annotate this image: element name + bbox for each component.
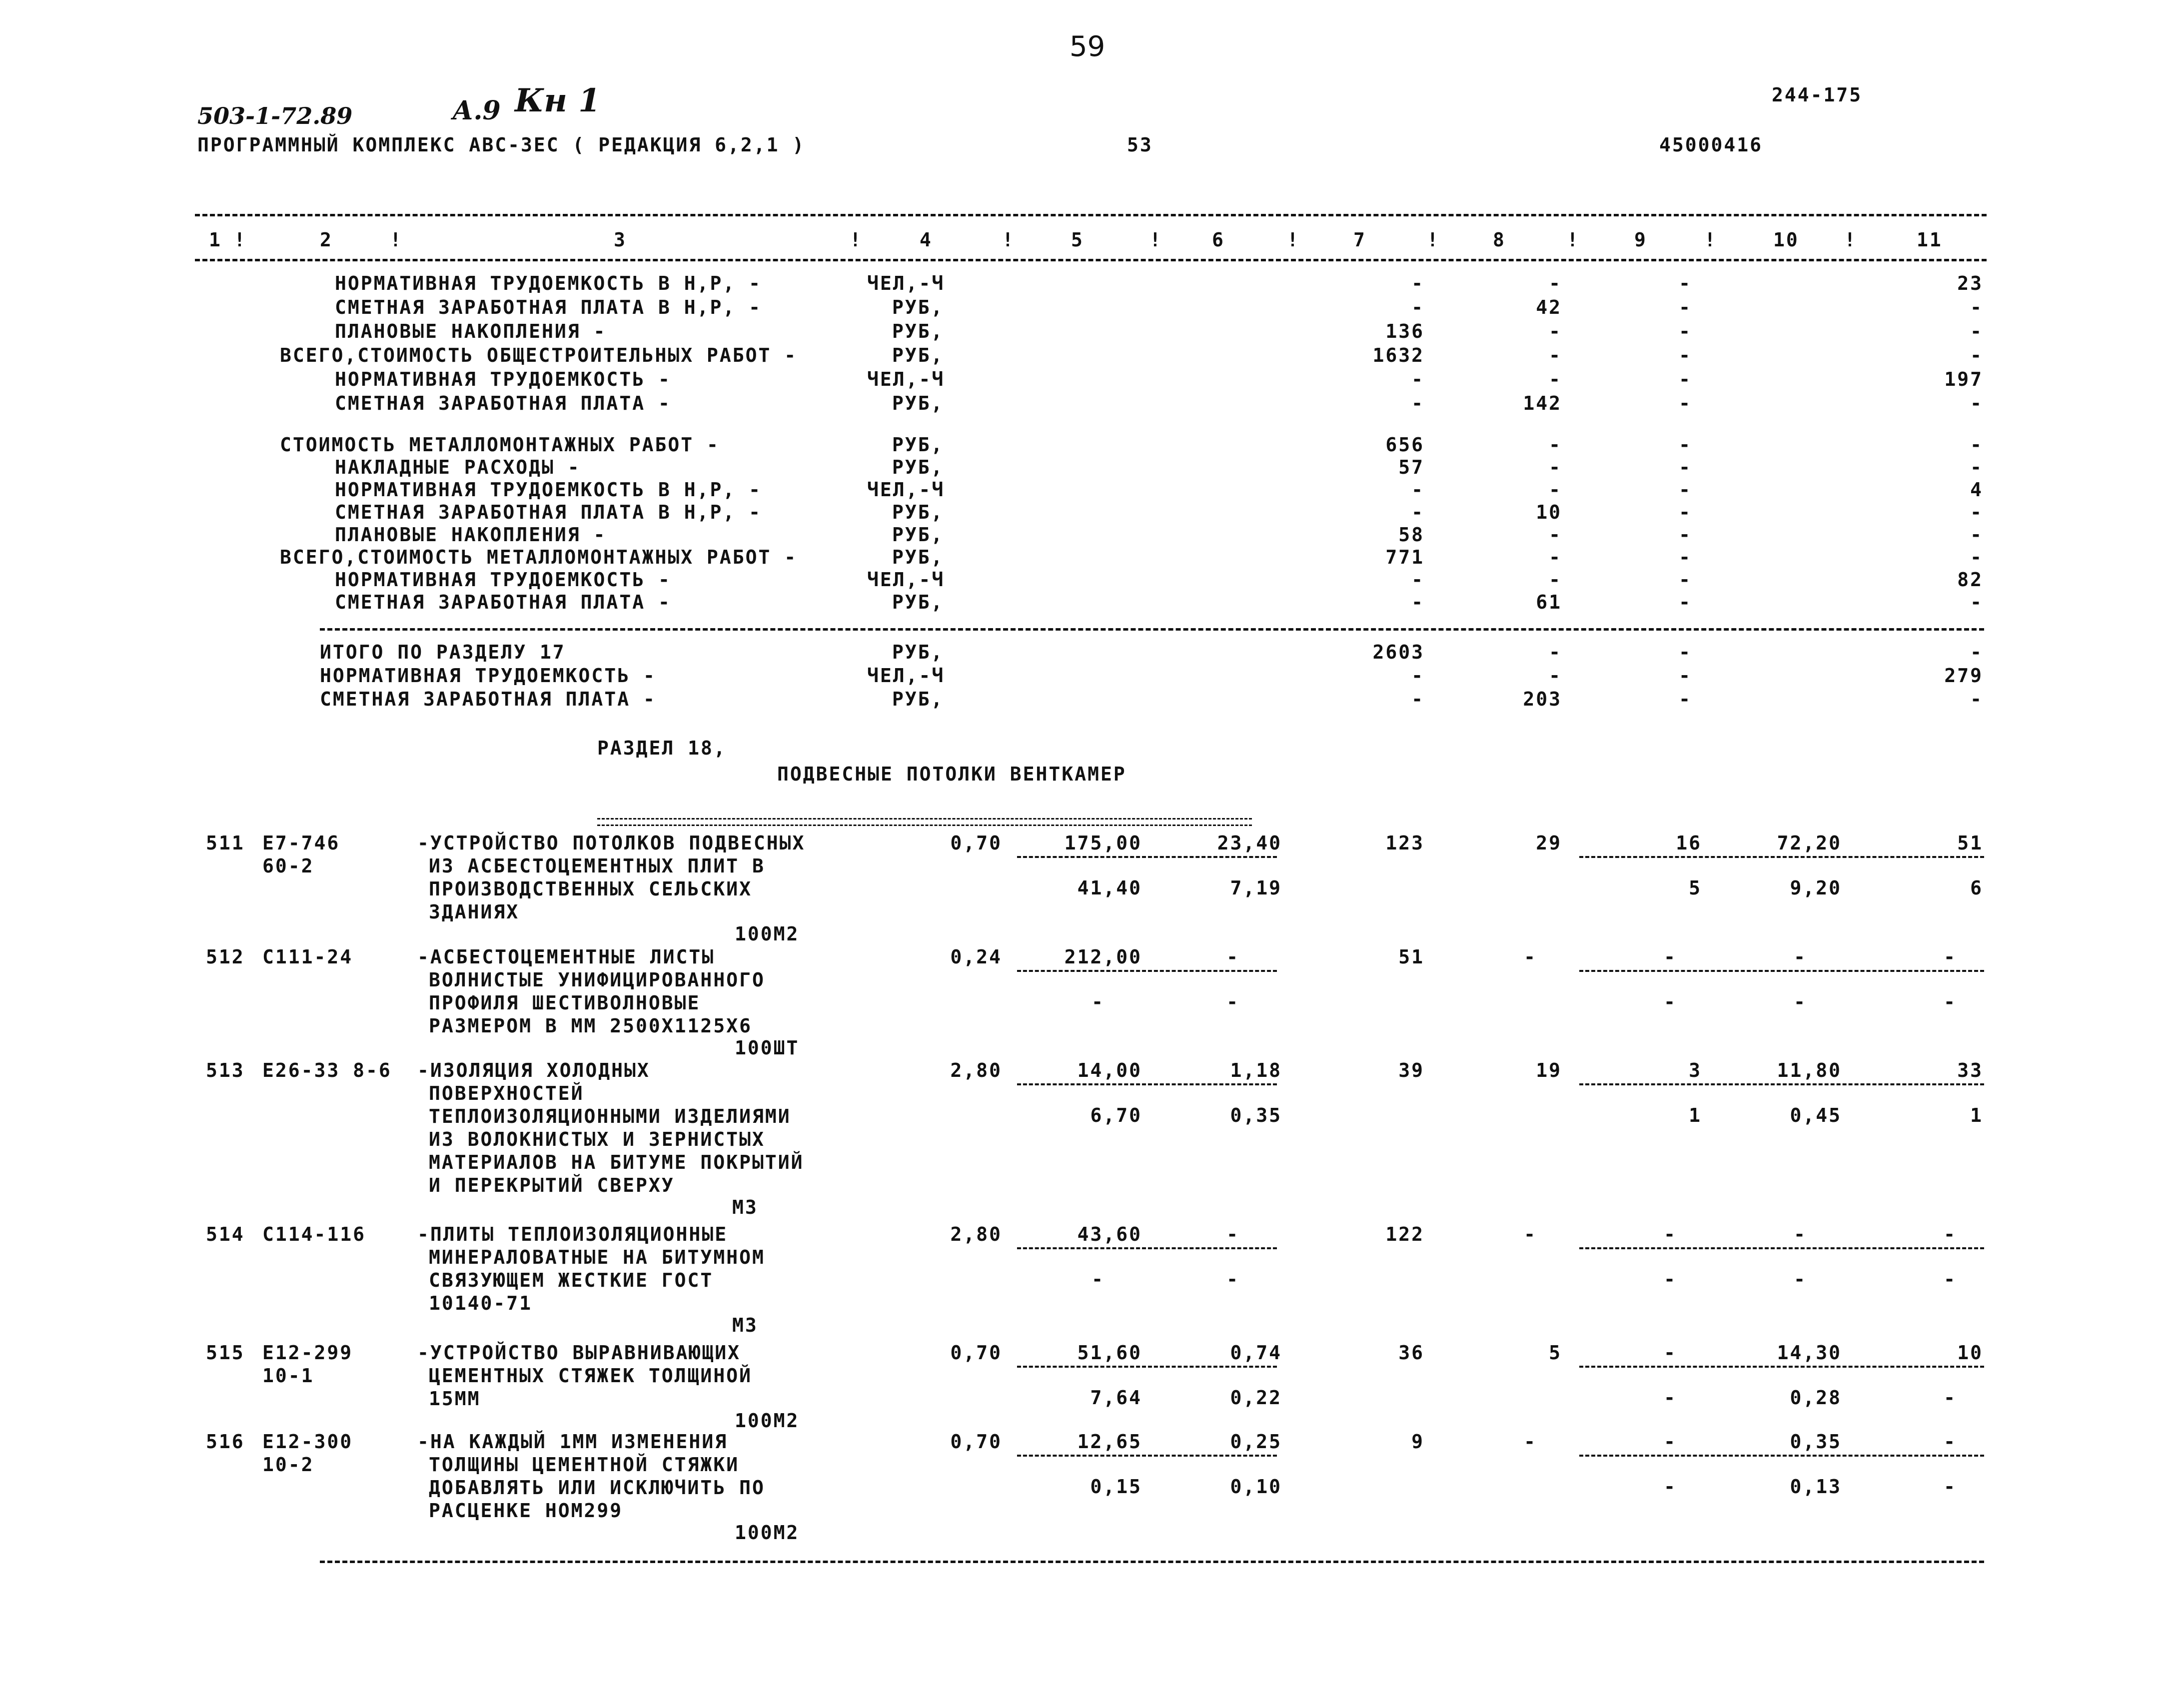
- column-number: 1: [209, 229, 222, 251]
- column-separator: !: [390, 229, 403, 251]
- item-col6-wages: 0,10: [1230, 1476, 1282, 1498]
- item-col11: -: [1944, 1223, 1957, 1245]
- summary-label: НОРМАТИВНАЯ ТРУДОЕМКОСТЬ -: [335, 368, 671, 390]
- column-separator: !: [1844, 229, 1857, 251]
- header-bottom-rule: [195, 259, 1987, 261]
- item-quantity: 0,70: [950, 832, 1002, 854]
- summary-col7: 57: [1398, 456, 1424, 478]
- summary-col7: -: [1411, 569, 1424, 591]
- estimate-number: 45000416: [1659, 134, 1763, 156]
- item-col11: 33: [1957, 1059, 1983, 1081]
- item-col11-wages: -: [1944, 1268, 1957, 1290]
- summary-unit: РУБ,: [892, 344, 944, 366]
- item-col5-wages: 41,40: [1077, 877, 1142, 899]
- summary-unit: РУБ,: [892, 688, 944, 710]
- summary-col8: 142: [1523, 392, 1562, 414]
- summary-col9: -: [1679, 434, 1692, 456]
- item-quantity: 0,70: [950, 1431, 1002, 1453]
- summary-label: НОРМАТИВНАЯ ТРУДОЕМКОСТЬ -: [320, 665, 656, 687]
- item-col7: 36: [1398, 1342, 1424, 1364]
- item-description-line: СВЯЗУЮЩЕМ ЖЕСТКИЕ ГОСТ: [429, 1269, 714, 1291]
- summary-unit: РУБ,: [892, 501, 944, 523]
- summary-unit: ЧЕЛ,-Ч: [867, 569, 945, 591]
- summary-col7: -: [1411, 501, 1424, 523]
- handwritten-album: А.9: [452, 95, 501, 126]
- item-col11-wages: 6: [1970, 877, 1983, 899]
- item-col6: 1,18: [1230, 1059, 1282, 1081]
- item-col9: -: [1664, 1223, 1677, 1245]
- summary-label: ВСЕГО,СТОИМОСТЬ МЕТАЛЛОМОНТАЖНЫХ РАБОТ -: [280, 546, 798, 568]
- item-col7: 51: [1398, 946, 1424, 968]
- sheet-number: 53: [1127, 134, 1153, 156]
- column-separator: !: [234, 229, 247, 251]
- summary-col11: -: [1970, 546, 1983, 568]
- summary-col11: -: [1970, 641, 1983, 663]
- item-col9: -: [1664, 1431, 1677, 1453]
- item-col6-wages: -: [1226, 1268, 1239, 1290]
- summary-label: НОРМАТИВНАЯ ТРУДОЕМКОСТЬ -: [335, 569, 671, 591]
- item-description-line: ТЕПЛОИЗОЛЯЦИОННЫМИ ИЗДЕЛИЯМИ: [429, 1105, 791, 1127]
- item-col11-wages: -: [1944, 991, 1957, 1013]
- summary-col9: -: [1679, 392, 1692, 414]
- summary-unit: РУБ,: [892, 591, 944, 613]
- item-subrule: [1017, 856, 1277, 858]
- column-separator: !: [850, 229, 863, 251]
- item-col5-wages: 0,15: [1090, 1476, 1142, 1498]
- summary-unit: РУБ,: [892, 456, 944, 478]
- item-subrule: [1017, 1083, 1277, 1085]
- item-col8: 29: [1536, 832, 1562, 854]
- summary-col8: -: [1549, 665, 1562, 687]
- summary-col7: 136: [1385, 320, 1424, 342]
- item-col11: -: [1944, 1431, 1957, 1453]
- page-number: 59: [1070, 30, 1105, 63]
- item-description-line: ПОВЕРХНОСТЕЙ: [429, 1082, 584, 1104]
- item-col6-wages: 7,19: [1230, 877, 1282, 899]
- item-code-secondary: 10-1: [262, 1365, 314, 1387]
- summary-label: НОРМАТИВНАЯ ТРУДОЕМКОСТЬ В Н,Р, -: [335, 272, 762, 294]
- summary-col7: 656: [1385, 434, 1424, 456]
- summary-col9: -: [1679, 479, 1692, 501]
- column-number: 8: [1493, 229, 1506, 251]
- item-col5-wages: -: [1092, 991, 1104, 1013]
- item-col8: -: [1524, 1223, 1537, 1245]
- section-label: РАЗДЕЛ 18,: [597, 737, 727, 759]
- summary-col8: -: [1549, 479, 1562, 501]
- item-col9: 16: [1676, 832, 1702, 854]
- summary-label: НОРМАТИВНАЯ ТРУДОЕМКОСТЬ В Н,Р, -: [335, 479, 762, 501]
- handwritten-book: Кн 1: [515, 82, 601, 119]
- item-subrule: [1579, 856, 1984, 858]
- summary-col7: -: [1411, 591, 1424, 613]
- item-col6-wages: 0,22: [1230, 1387, 1282, 1409]
- item-col8: 19: [1536, 1059, 1562, 1081]
- item-col9: -: [1664, 946, 1677, 968]
- item-code-secondary: 60-2: [262, 855, 314, 877]
- item-col10: -: [1794, 946, 1807, 968]
- item-col6: 23,40: [1217, 832, 1282, 854]
- summary-col11: -: [1970, 392, 1983, 414]
- item-code: Е12-299: [262, 1342, 353, 1364]
- item-code-secondary: 10-2: [262, 1454, 314, 1476]
- summary-col8: -: [1549, 272, 1562, 294]
- column-number: 7: [1353, 229, 1366, 251]
- summary-col11: -: [1970, 524, 1983, 546]
- item-subrule: [1579, 1366, 1984, 1368]
- column-number: 11: [1917, 229, 1943, 251]
- column-number: 4: [920, 229, 933, 251]
- item-col5: 175,00: [1064, 832, 1142, 854]
- item-description-line: ПРОИЗВОДСТВЕННЫХ СЕЛЬСКИХ: [429, 878, 752, 900]
- summary-col8: 61: [1536, 591, 1562, 613]
- summary-col8: -: [1549, 434, 1562, 456]
- summary-col11: 82: [1957, 569, 1983, 591]
- section-underline: [597, 818, 1252, 826]
- summary-col9: -: [1679, 641, 1692, 663]
- item-number: 513: [206, 1059, 245, 1081]
- item-description-line: ИЗ ВОЛОКНИСТЫХ И ЗЕРНИСТЫХ: [429, 1128, 765, 1150]
- summary-unit: ЧЕЛ,-Ч: [867, 272, 945, 294]
- summary-col9: -: [1679, 688, 1692, 710]
- item-description-line: ИЗ АСБЕСТОЦЕМЕНТНЫХ ПЛИТ В: [429, 855, 765, 877]
- item-code: С111-24: [262, 946, 353, 968]
- item-col6-wages: 0,35: [1230, 1104, 1282, 1126]
- item-quantity: 2,80: [950, 1223, 1002, 1245]
- page-bottom-rule: [320, 1561, 1984, 1563]
- summary-col8: -: [1549, 344, 1562, 366]
- item-subrule: [1017, 1247, 1277, 1249]
- summary-col7: -: [1411, 688, 1424, 710]
- item-col5-wages: 6,70: [1090, 1104, 1142, 1126]
- item-number: 515: [206, 1342, 245, 1364]
- summary-col7: -: [1411, 392, 1424, 414]
- column-separator: !: [1002, 229, 1015, 251]
- item-description-line: -НА КАЖДЫЙ 1ММ ИЗМЕНЕНИЯ: [417, 1431, 728, 1453]
- item-unit: 100М2: [735, 923, 800, 945]
- item-description-line: МИНЕРАЛОВАТНЫЕ НА БИТУМНОМ: [429, 1246, 765, 1268]
- summary-label: ВСЕГО,СТОИМОСТЬ ОБЩЕСТРОИТЕЛЬНЫХ РАБОТ -: [280, 344, 798, 366]
- item-description-line: ДОБАВЛЯТЬ ИЛИ ИСКЛЮЧИТЬ ПО: [429, 1477, 765, 1499]
- item-col10: 14,30: [1777, 1342, 1842, 1364]
- item-unit: 100М2: [735, 1410, 800, 1432]
- column-separator: !: [1567, 229, 1580, 251]
- item-number: 514: [206, 1223, 245, 1245]
- item-code: Е26-33 8-6: [262, 1059, 392, 1081]
- item-col6-wages: -: [1226, 991, 1239, 1013]
- item-col10-wages: -: [1794, 991, 1807, 1013]
- summary-col9: -: [1679, 296, 1692, 318]
- summary-col8: -: [1549, 641, 1562, 663]
- summary-unit: РУБ,: [892, 296, 944, 318]
- item-unit: 100ШТ: [735, 1037, 800, 1059]
- summary-col8: -: [1549, 569, 1562, 591]
- item-subrule: [1017, 1455, 1277, 1457]
- summary-unit: РУБ,: [892, 524, 944, 546]
- item-unit: 100М2: [735, 1522, 800, 1544]
- column-separator: !: [1704, 229, 1717, 251]
- item-number: 511: [206, 832, 245, 854]
- summary-col7: 2603: [1372, 641, 1424, 663]
- item-description-line: РАЗМЕРОМ В ММ 2500Х1125Х6: [429, 1015, 752, 1037]
- summary-col7: 1632: [1372, 344, 1424, 366]
- program-header: ПРОГРАММНЫЙ КОМПЛЕКС АВС-3ЕС ( РЕДАКЦИЯ 6,2,1 ): [197, 134, 806, 156]
- item-col11: 10: [1957, 1342, 1983, 1364]
- item-col9-wages: 1: [1689, 1104, 1702, 1126]
- item-description-line: ВОЛНИСТЫЕ УНИФИЦИРОВАННОГО: [429, 969, 765, 991]
- item-subrule: [1017, 970, 1277, 972]
- item-unit: М3: [732, 1196, 758, 1218]
- item-col9-wages: 5: [1689, 877, 1702, 899]
- item-description-line: 15ММ: [429, 1388, 481, 1410]
- item-subrule: [1579, 1083, 1984, 1085]
- item-subrule: [1579, 1455, 1984, 1457]
- item-col9: 3: [1689, 1059, 1702, 1081]
- column-number: 5: [1071, 229, 1084, 251]
- item-col6: -: [1226, 946, 1239, 968]
- summary-col9: -: [1679, 456, 1692, 478]
- summary-col11: 4: [1970, 479, 1983, 501]
- summary-col9: -: [1679, 344, 1692, 366]
- item-col8: -: [1524, 1431, 1537, 1453]
- item-col5: 12,65: [1077, 1431, 1142, 1453]
- item-col6: 0,25: [1230, 1431, 1282, 1453]
- column-separator: !: [1149, 229, 1162, 251]
- summary-col7: -: [1411, 665, 1424, 687]
- summary-col7: -: [1411, 296, 1424, 318]
- item-description-line: РАСЦЕНКЕ НОМ299: [429, 1500, 623, 1522]
- summary-col11: -: [1970, 344, 1983, 366]
- column-number: 9: [1634, 229, 1647, 251]
- handwritten-project-code: 503-1-72.89: [197, 102, 353, 129]
- item-col7: 39: [1398, 1059, 1424, 1081]
- summary-col8: -: [1549, 456, 1562, 478]
- summary-col11: -: [1970, 501, 1983, 523]
- item-description-line: -УСТРОЙСТВО ВЫРАВНИВАЮЩИХ: [417, 1342, 741, 1364]
- summary-col9: -: [1679, 320, 1692, 342]
- item-col10: 11,80: [1777, 1059, 1842, 1081]
- summary-label: ИТОГО ПО РАЗДЕЛУ 17: [320, 641, 566, 663]
- section-title: ПОДВЕСНЫЕ ПОТОЛКИ ВЕНТКАМЕР: [777, 763, 1126, 785]
- summary-col9: -: [1679, 546, 1692, 568]
- summary-col7: -: [1411, 479, 1424, 501]
- summary-unit: РУБ,: [892, 320, 944, 342]
- summary-unit: РУБ,: [892, 434, 944, 456]
- item-description-line: -ПЛИТЫ ТЕПЛОИЗОЛЯЦИОННЫЕ: [417, 1223, 728, 1245]
- summary-col8: 10: [1536, 501, 1562, 523]
- summary-unit: РУБ,: [892, 546, 944, 568]
- item-col7: 122: [1385, 1223, 1424, 1245]
- summary-label: СМЕТНАЯ ЗАРАБОТНАЯ ПЛАТА В Н,Р, -: [335, 296, 762, 318]
- item-col9-wages: -: [1664, 1387, 1677, 1409]
- summary-col7: -: [1411, 368, 1424, 390]
- item-col10-wages: 0,45: [1790, 1104, 1842, 1126]
- summary-unit: ЧЕЛ,-Ч: [867, 665, 945, 687]
- item-code: Е12-300: [262, 1431, 353, 1453]
- item-code: С114-116: [262, 1223, 366, 1245]
- summary-col8: 42: [1536, 296, 1562, 318]
- item-col8: -: [1524, 946, 1537, 968]
- item-description-line: -УСТРОЙСТВО ПОТОЛКОВ ПОДВЕСНЫХ: [417, 832, 806, 854]
- summary-label: ПЛАНОВЫЕ НАКОПЛЕНИЯ -: [335, 320, 607, 342]
- item-col10: 72,20: [1777, 832, 1842, 854]
- summary-label: СМЕТНАЯ ЗАРАБОТНАЯ ПЛАТА -: [320, 688, 656, 710]
- item-col10-wages: 9,20: [1790, 877, 1842, 899]
- summary-col11: -: [1970, 456, 1983, 478]
- item-col5: 14,00: [1077, 1059, 1142, 1081]
- item-description-line: ТОЛЩИНЫ ЦЕМЕНТНОЙ СТЯЖКИ: [429, 1454, 740, 1476]
- summary-col9: -: [1679, 524, 1692, 546]
- summary-unit: ЧЕЛ,-Ч: [867, 368, 945, 390]
- summary-col11: -: [1970, 688, 1983, 710]
- item-description-line: ЗДАНИЯХ: [429, 901, 520, 923]
- item-col6: 0,74: [1230, 1342, 1282, 1364]
- summary-col9: -: [1679, 501, 1692, 523]
- summary-col11: -: [1970, 591, 1983, 613]
- summary-col8: -: [1549, 546, 1562, 568]
- item-number: 512: [206, 946, 245, 968]
- item-col5: 212,00: [1064, 946, 1142, 968]
- summary-col9: -: [1679, 591, 1692, 613]
- summary-col7: 771: [1385, 546, 1424, 568]
- summary-col11: -: [1970, 320, 1983, 342]
- item-description-line: МАТЕРИАЛОВ НА БИТУМЕ ПОКРЫТИЙ: [429, 1151, 804, 1173]
- item-col10-wages: -: [1794, 1268, 1807, 1290]
- summary-col11: 197: [1944, 368, 1983, 390]
- item-quantity: 0,24: [950, 946, 1002, 968]
- item-col11: 51: [1957, 832, 1983, 854]
- item-col9: -: [1664, 1342, 1677, 1364]
- item-subrule: [1579, 1247, 1984, 1249]
- item-col9-wages: -: [1664, 991, 1677, 1013]
- item-description-line: -АСБЕСТОЦЕМЕНТНЫЕ ЛИСТЫ: [417, 946, 715, 968]
- document-reference: 244-175: [1772, 84, 1863, 106]
- summary-label: СМЕТНАЯ ЗАРАБОТНАЯ ПЛАТА В Н,Р, -: [335, 501, 762, 523]
- summary-col8: -: [1549, 320, 1562, 342]
- item-description-line: ЦЕМЕНТНЫХ СТЯЖЕК ТОЛЩИНОЙ: [429, 1365, 752, 1387]
- item-col11-wages: 1: [1970, 1104, 1983, 1126]
- item-col8: 5: [1549, 1342, 1562, 1364]
- column-number: 3: [614, 229, 627, 251]
- summary-col7: -: [1411, 272, 1424, 294]
- item-col10-wages: 0,13: [1790, 1476, 1842, 1498]
- summary-col11: -: [1970, 434, 1983, 456]
- summary-label: ПЛАНОВЫЕ НАКОПЛЕНИЯ -: [335, 524, 607, 546]
- item-description-line: 10140-71: [429, 1292, 533, 1314]
- item-col5: 43,60: [1077, 1223, 1142, 1245]
- summary-col8: -: [1549, 368, 1562, 390]
- item-quantity: 0,70: [950, 1342, 1002, 1364]
- item-col7: 9: [1411, 1431, 1424, 1453]
- totals-top-rule: [320, 628, 1984, 631]
- item-quantity: 2,80: [950, 1059, 1002, 1081]
- summary-col11: 279: [1944, 665, 1983, 687]
- summary-col11: 23: [1957, 272, 1983, 294]
- item-subrule: [1579, 970, 1984, 972]
- summary-col11: -: [1970, 296, 1983, 318]
- column-separator: !: [1427, 229, 1440, 251]
- summary-unit: РУБ,: [892, 392, 944, 414]
- item-description-line: И ПЕРЕКРЫТИЙ СВЕРХУ: [429, 1174, 675, 1196]
- summary-col9: -: [1679, 272, 1692, 294]
- item-col9-wages: -: [1664, 1268, 1677, 1290]
- summary-label: СТОИМОСТЬ МЕТАЛЛОМОНТАЖНЫХ РАБОТ -: [280, 434, 720, 456]
- item-code: Е7-746: [262, 832, 340, 854]
- item-col5-wages: 7,64: [1090, 1387, 1142, 1409]
- summary-col7: 58: [1398, 524, 1424, 546]
- summary-col8: -: [1549, 524, 1562, 546]
- summary-label: СМЕТНАЯ ЗАРАБОТНАЯ ПЛАТА -: [335, 392, 671, 414]
- summary-col8: 203: [1523, 688, 1562, 710]
- item-col5: 51,60: [1077, 1342, 1142, 1364]
- summary-col9: -: [1679, 665, 1692, 687]
- item-unit: М3: [732, 1314, 758, 1336]
- header-top-rule: [195, 214, 1987, 216]
- item-col7: 123: [1385, 832, 1424, 854]
- summary-label: СМЕТНАЯ ЗАРАБОТНАЯ ПЛАТА -: [335, 591, 671, 613]
- item-col10-wages: 0,28: [1790, 1387, 1842, 1409]
- item-col11-wages: -: [1944, 1476, 1957, 1498]
- column-number: 10: [1773, 229, 1799, 251]
- item-col11-wages: -: [1944, 1387, 1957, 1409]
- item-subrule: [1017, 1366, 1277, 1368]
- item-col9-wages: -: [1664, 1476, 1677, 1498]
- column-number: 2: [320, 229, 333, 251]
- column-number: 6: [1212, 229, 1225, 251]
- item-description-line: -ИЗОЛЯЦИЯ ХОЛОДНЫХ: [417, 1059, 650, 1081]
- item-col10: -: [1794, 1223, 1807, 1245]
- summary-unit: РУБ,: [892, 641, 944, 663]
- item-number: 516: [206, 1431, 245, 1453]
- summary-col9: -: [1679, 569, 1692, 591]
- item-col11: -: [1944, 946, 1957, 968]
- item-col5-wages: -: [1092, 1268, 1104, 1290]
- summary-label: НАКЛАДНЫЕ РАСХОДЫ -: [335, 456, 581, 478]
- summary-col9: -: [1679, 368, 1692, 390]
- item-col6: -: [1226, 1223, 1239, 1245]
- item-col10: 0,35: [1790, 1431, 1842, 1453]
- summary-unit: ЧЕЛ,-Ч: [867, 479, 945, 501]
- item-description-line: ПРОФИЛЯ ШЕСТИВОЛНОВЫЕ: [429, 992, 701, 1014]
- column-separator: !: [1287, 229, 1300, 251]
